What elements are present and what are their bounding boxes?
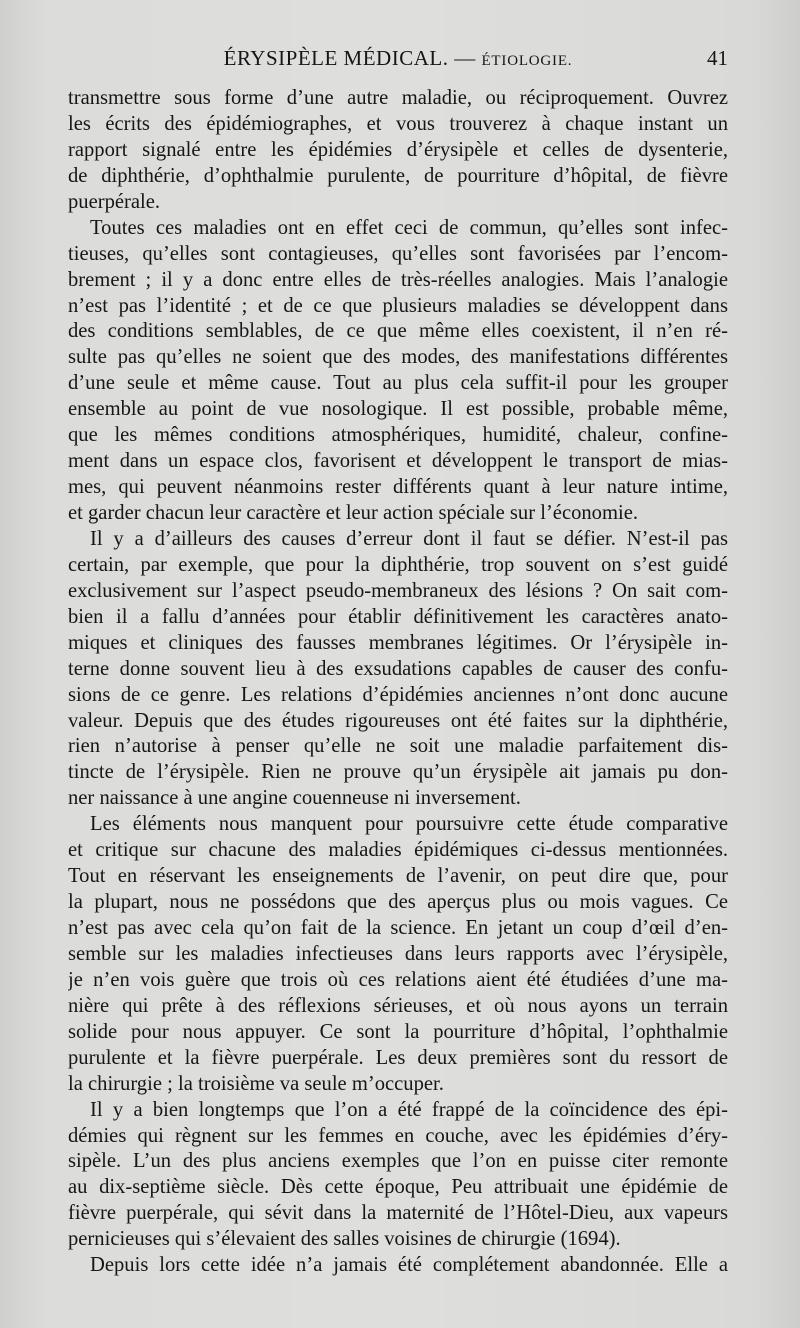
text-line: et critique sur chacune des maladies épidémiques ci-dessus mentionnées. bbox=[68, 839, 728, 862]
text-line: transmettre sous forme d’une autre maladie, ou réciproquement. Ouvrez bbox=[68, 87, 728, 109]
text-line: Les éléments nous manquent pour poursuivre cette étude comparative bbox=[90, 813, 728, 836]
text-line: brement ; il y a donc entre elles de très-réelles analogies. Mais l’analogie bbox=[68, 268, 728, 291]
text-line: rien n’autorise à penser qu’elle ne soit une maladie parfaitement dis- bbox=[68, 735, 728, 758]
text-line: semble sur les maladies infectieuses dans leurs rapports avec l’érysipèle, bbox=[68, 942, 728, 965]
running-title-main: ÉRYSIPÈLE MÉDICAL. bbox=[223, 46, 449, 70]
text-line: sipèle. L’un des plus anciens exemples que l’on en puisse citer remonte bbox=[68, 1150, 728, 1173]
text-line: miques et cliniques des fausses membranes légitimes. Or l’érysipèle in- bbox=[68, 631, 728, 654]
text-line: la plupart, nous ne possédons que des aperçus plus ou mois vagues. Ce bbox=[68, 891, 728, 914]
running-title-section: ÉTIOLOGIE. bbox=[481, 53, 573, 69]
text-line: puerpérale. bbox=[68, 190, 161, 213]
text-line: pernicieuses qui s’élevaient des salles voisines de chirurgie (1694). bbox=[68, 1228, 621, 1251]
text-line: ner naissance à une angine couenneuse ni inversement. bbox=[68, 787, 521, 810]
text-line: d’une seule et même cause. Tout au plus cela suffit-il pour les grouper bbox=[68, 372, 728, 395]
text-line: les écrits des épidémiographes, et vous trouverez à chaque instant un bbox=[68, 112, 728, 135]
text-line: sions de ce genre. Les relations d’épidémies anciennes n’ont donc aucune bbox=[68, 683, 728, 706]
text-line: n’est pas l’identité ; et de ce que plusieurs maladies se développent dans bbox=[68, 294, 728, 317]
text-line: mes, qui peuvent néanmoins rester différents quant à leur nature intime, bbox=[68, 476, 728, 499]
text-line: je n’en vois guère que trois où ces relations aient été étudiées d’une ma- bbox=[68, 968, 728, 991]
text-line: tieuses, qu’elles sont contagieuses, qu’elles sont favorisées par l’encom- bbox=[68, 242, 728, 265]
text-line: des conditions semblables, de ce que même elles coexistent, il n’en ré- bbox=[68, 320, 728, 343]
text-line: exclusivement sur l’aspect pseudo-membraneux des lésions ? On sait com- bbox=[68, 579, 728, 602]
running-title-dash: — bbox=[448, 46, 482, 70]
text-line: Depuis lors cette idée n’a jamais été complétement abandonnée. Elle a bbox=[90, 1254, 728, 1277]
text-line: terne donne souvent lieu à des exsudations capables de causer des confu- bbox=[68, 657, 728, 680]
text-line: Il y a bien longtemps que l’on a été frappé de la coïncidence des épi- bbox=[90, 1098, 728, 1121]
text-line: Il y a d’ailleurs des causes d’erreur dont il faut se défier. N’est-il pas bbox=[90, 527, 728, 550]
text-line: certain, par exemple, que pour la diphthérie, trop souvent on s’est guidé bbox=[68, 553, 728, 576]
text-line: solide pour nous appuyer. Ce sont la pourriture d’hôpital, l’ophthalmie bbox=[68, 1020, 728, 1043]
running-title bbox=[68, 46, 728, 71]
text-line: Tout en réservant les enseignements de l’avenir, on peut dire que, pour bbox=[68, 865, 728, 888]
text-line: Toutes ces maladies ont en effet ceci de commun, qu’elles sont infec- bbox=[90, 216, 728, 239]
text-line: au dix-septième siècle. Dès cette époque, Peu attribuait une épidémie de bbox=[68, 1176, 728, 1199]
running-header bbox=[68, 46, 728, 76]
text-line: bien il a fallu d’années pour établir définitivement les caractères anato- bbox=[68, 605, 728, 628]
text-line: sulte pas qu’elles ne soient que des modes, des manifestations différentes bbox=[68, 346, 728, 369]
text-line: valeur. Depuis que des études rigoureuses ont été faites sur la diphthérie, bbox=[68, 709, 728, 732]
text-line: nière qui prête à des réflexions sérieuses, et où nous ayons un terrain bbox=[68, 994, 728, 1017]
body-text bbox=[68, 86, 728, 1279]
text-line: la chirurgie ; la troisième va seule m’occuper. bbox=[68, 1072, 444, 1095]
page-number: 41 bbox=[707, 46, 728, 70]
text-line: ment dans un espace clos, favorisent et développent le transport de mias- bbox=[68, 450, 728, 473]
text-line: de diphthérie, d’ophthalmie purulente, de pourriture d’hôpital, de fièvre bbox=[68, 164, 728, 187]
text-line: fièvre puerpérale, qui sévit dans la maternité de l’Hôtel-Dieu, aux vapeurs bbox=[68, 1202, 728, 1225]
text-line: purulente et la fièvre puerpérale. Les deux premières sont du ressort de bbox=[68, 1046, 728, 1069]
text-line: n’est pas avec cela qu’on fait de la science. En jetant un coup d’œil d’en- bbox=[68, 917, 728, 939]
text-line: et garder chacun leur caractère et leur action spéciale sur l’économie. bbox=[68, 502, 639, 524]
text-line: démies qui règnent sur les femmes en couche, avec les épidémies d’éry- bbox=[68, 1124, 728, 1147]
text-line: rapport signalé entre les épidémies d’érysipèle et celles de dysenterie, bbox=[68, 138, 728, 161]
text-line: tincte de l’érysipèle. Rien ne prouve qu’un érysipèle ait jamais pu don- bbox=[68, 761, 728, 784]
text-line: que les mêmes conditions atmosphériques, humidité, chaleur, confine- bbox=[68, 424, 728, 447]
text-line: ensemble au point de vue nosologique. Il est possible, probable même, bbox=[68, 398, 728, 421]
